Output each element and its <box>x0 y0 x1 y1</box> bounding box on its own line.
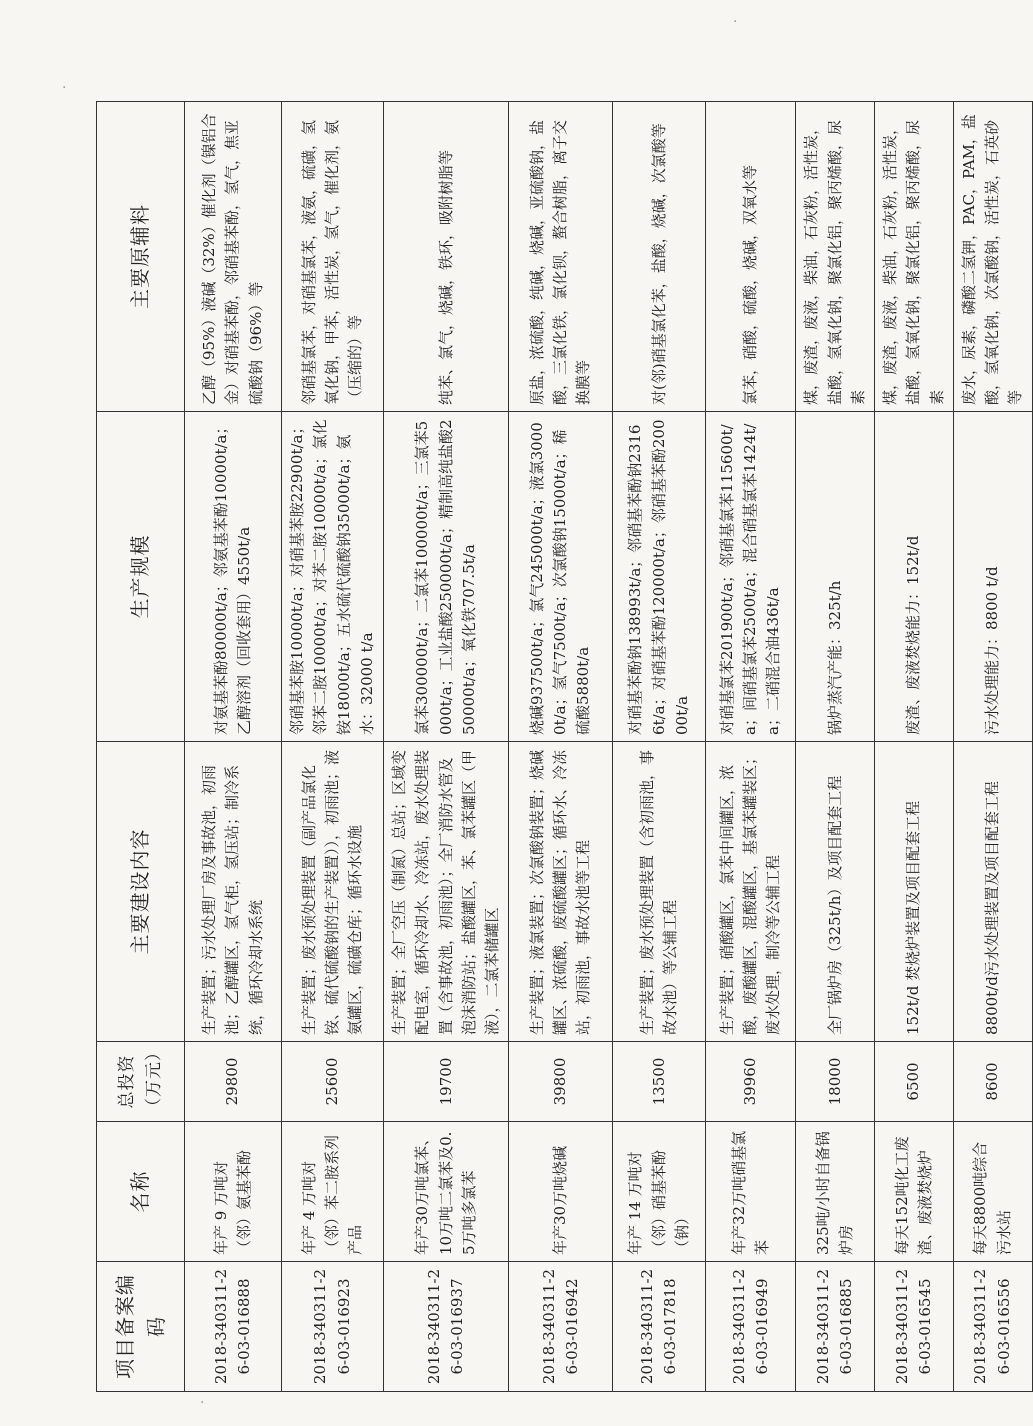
project-table <box>96 101 1033 1392</box>
cell-materials: 煤，废渣，废液，柴油，石灰粉，活性炭，盐酸，氢氧化钠，聚氯化铝，聚丙烯酸，尿素 <box>875 102 954 412</box>
cell-materials: 煤，废渣，废液，柴油，石灰粉，活性炭，盐酸，氢氧化钠，聚氯化铝，聚丙烯酸，尿素 <box>796 102 875 412</box>
cell-materials: 废水，尿素，磷酸二氢钾，PAC，PAM，盐酸，氢氧化钠，次氯酸钠，活性炭，石英砂等 <box>953 102 1032 412</box>
header-scale: 生产规模 <box>97 412 185 742</box>
cell-investment: 25600 <box>282 1042 384 1122</box>
cell-code: 2018-340311-26-03-016942 <box>509 1262 613 1392</box>
table-row <box>282 102 384 1392</box>
cell-code: 2018-340311-26-03-016885 <box>796 1262 875 1392</box>
cell-code: 2018-340311-26-03-016888 <box>185 1262 282 1392</box>
cell-scale: 锅炉蒸汽产能：325t/h <box>796 412 875 742</box>
cell-name: 每天152吨化工废渣、废液焚烧炉 <box>875 1122 954 1262</box>
cell-content: 生产装置；全厂空压（制氮）总站；区域变配电室，循环冷却水、冷冻站，废水处理装置（含事故池，初雨池）；全厂消防水管及泡沫消防站；盐酸罐区，苯、氯苯罐区（甲液），二氯苯储罐区 <box>384 742 509 1042</box>
cell-name: 年产32万吨硝基氯苯 <box>706 1122 796 1262</box>
cell-materials: 纯苯、氯气，烧碱，铁环，吸附树脂等 <box>384 102 509 412</box>
cell-content: 生产装置；液氯装置；次氯酸钠装置；烧碱罐区、浓硫酸，废硫酸罐区；循环水、冷冻站，初雨池，事故水池等工程 <box>509 742 613 1042</box>
cell-investment: 13500 <box>613 1042 706 1122</box>
cell-code: 2018-340311-26-03-016923 <box>282 1262 384 1392</box>
cell-investment: 19700 <box>384 1042 509 1122</box>
cell-materials: 原盐，浓硫酸，纯碱，烧碱，亚硫酸钠，盐酸，三氯化铁，氯化钡，螯合树脂，离子交换膜等 <box>509 102 613 412</box>
cell-content: 生产装置；废水预处理装置（含初雨池，事故水池）等公辅工程 <box>613 742 706 1042</box>
cell-investment: 8600 <box>953 1042 1032 1122</box>
cell-name: 年产 9 万吨对（邻）氨基苯酚 <box>185 1122 282 1262</box>
cell-name: 年产30万吨氯苯、10万吨二氯苯及0.5万吨多氯苯 <box>384 1122 509 1262</box>
rotated-table-wrapper <box>96 102 1025 1392</box>
cell-code: 2018-340311-26-03-016949 <box>706 1262 796 1392</box>
table-row <box>384 102 509 1392</box>
cell-name: 每天8800吨综合污水站 <box>953 1122 1032 1262</box>
cell-name: 年产 14 万吨对（邻）硝基苯酚（钠） <box>613 1122 706 1262</box>
cell-name: 325吨/小时自备锅炉房 <box>796 1122 875 1262</box>
scan-speck: · <box>733 14 738 30</box>
cell-content: 生产装置；废水预处理装置（副产品氯化铵、硫代硫酸钠的生产装置）），初雨池；液氨罐区，硫磺仓库；循环水设施 <box>282 742 384 1042</box>
cell-code: 2018-340311-26-03-016937 <box>384 1262 509 1392</box>
cell-scale: 氯苯300000t/a；二氯苯100000t/a；三氯苯5000t/a；工业盐酸250000t/a；精制高纯盐酸250000t/a；氧化铁707.5t/a <box>384 412 509 742</box>
header-materials: 主要原辅料 <box>97 102 185 412</box>
cell-materials: 氯苯，硝酸，硫酸，烧碱，双氧水等 <box>706 102 796 412</box>
cell-code: 2018-340311-26-03-016556 <box>953 1262 1032 1392</box>
cell-scale: 对硝基苯酚钠138993t/a；邻硝基苯酚钠23166t/a；对硝基苯酚120000t/a；邻硝基苯酚20000t/a <box>613 412 706 742</box>
cell-scale: 烧碱937500t/a；氯气245000t/a；液氯30000t/a；氢气7500t/a；次氯酸钠15000t/a；稀硫酸5880t/a <box>509 412 613 742</box>
cell-scale: 污水处理能力：8800 t/d <box>953 412 1032 742</box>
cell-materials: 乙醇（95%）液碱（32%）催化剂（镍铝合金）对硝基苯酚，邻硝基苯酚，氢气，焦亚硫酸钠（96%）等 <box>185 102 282 412</box>
cell-code: 2018-340311-26-03-017818 <box>613 1262 706 1392</box>
cell-content: 生产装置；硝酸罐区，氯苯中间罐区，浓酸，废酸罐区，混酸罐区，基氯苯罐装区；废水处理，制冷等公辅工程 <box>706 742 796 1042</box>
cell-scale: 对氨基苯酚80000t/a；邻氨基苯酚10000t/a；乙醇溶剂（回收套用）4550t/a <box>185 412 282 742</box>
cell-content: 8800t/d污水处理装置及项目配套工程 <box>953 742 1032 1042</box>
header-investment: 总投资（万元） <box>97 1042 185 1122</box>
table-row <box>509 102 613 1392</box>
cell-investment: 39800 <box>509 1042 613 1122</box>
cell-materials: 邻硝基氯苯，对硝基氯苯，液氨，硫磺，氢氧化钠，甲苯，活性炭，氢气，催化剂，氨（压缩的）等 <box>282 102 384 412</box>
cell-content: 152t/d 焚烧炉装置及项目配套工程 <box>875 742 954 1042</box>
cell-name: 年产 4 万吨对（邻）苯二胺系列产品 <box>282 1122 384 1262</box>
cell-code: 2018-340311-26-03-016545 <box>875 1262 954 1392</box>
cell-investment: 39960 <box>706 1042 796 1122</box>
header-code: 项目备案编码 <box>97 1262 185 1392</box>
cell-materials: 对(邻)硝基氯化苯，盐酸，烧碱，次氯酸等 <box>613 102 706 412</box>
cell-investment: 18000 <box>796 1042 875 1122</box>
header-content: 主要建设内容 <box>97 742 185 1042</box>
table-row <box>185 102 282 1392</box>
cell-investment: 29800 <box>185 1042 282 1122</box>
cell-content: 全厂锅炉房（325t/h）及项目配套工程 <box>796 742 875 1042</box>
table-row <box>875 102 954 1392</box>
cell-name: 年产30万吨烧碱 <box>509 1122 613 1262</box>
table-row <box>706 102 796 1392</box>
scan-speck: · <box>200 1395 205 1411</box>
cell-scale: 邻硝基苯胺10000t/a；对硝基苯胺22900t/a；邻苯二胺10000t/a；对苯二胺10000t/a；氯化铵18000t/a；五水硫代硫酸钠35000t/a；氨水：32000 t/a <box>282 412 384 742</box>
table-header-row <box>97 102 185 1392</box>
cell-content: 生产装置；污水处理厂房及事故池，初雨池；乙醇罐区，氢气柜，氢压站；制冷系统，循环冷却水系统 <box>185 742 282 1042</box>
table-row <box>613 102 706 1392</box>
cell-scale: 废渣、废液焚烧能力：152t/d <box>875 412 954 742</box>
cell-scale: 对硝基氯苯201900t/a；邻硝基氯苯115600t/a；间硝基氯苯2500t/a；混合硝基氯苯1424t/a；二硝混合油436t/a <box>706 412 796 742</box>
cell-investment: 6500 <box>875 1042 954 1122</box>
scan-speck: · <box>62 80 67 96</box>
table-row <box>953 102 1032 1392</box>
table-row <box>796 102 875 1392</box>
header-name: 名称 <box>97 1122 185 1262</box>
